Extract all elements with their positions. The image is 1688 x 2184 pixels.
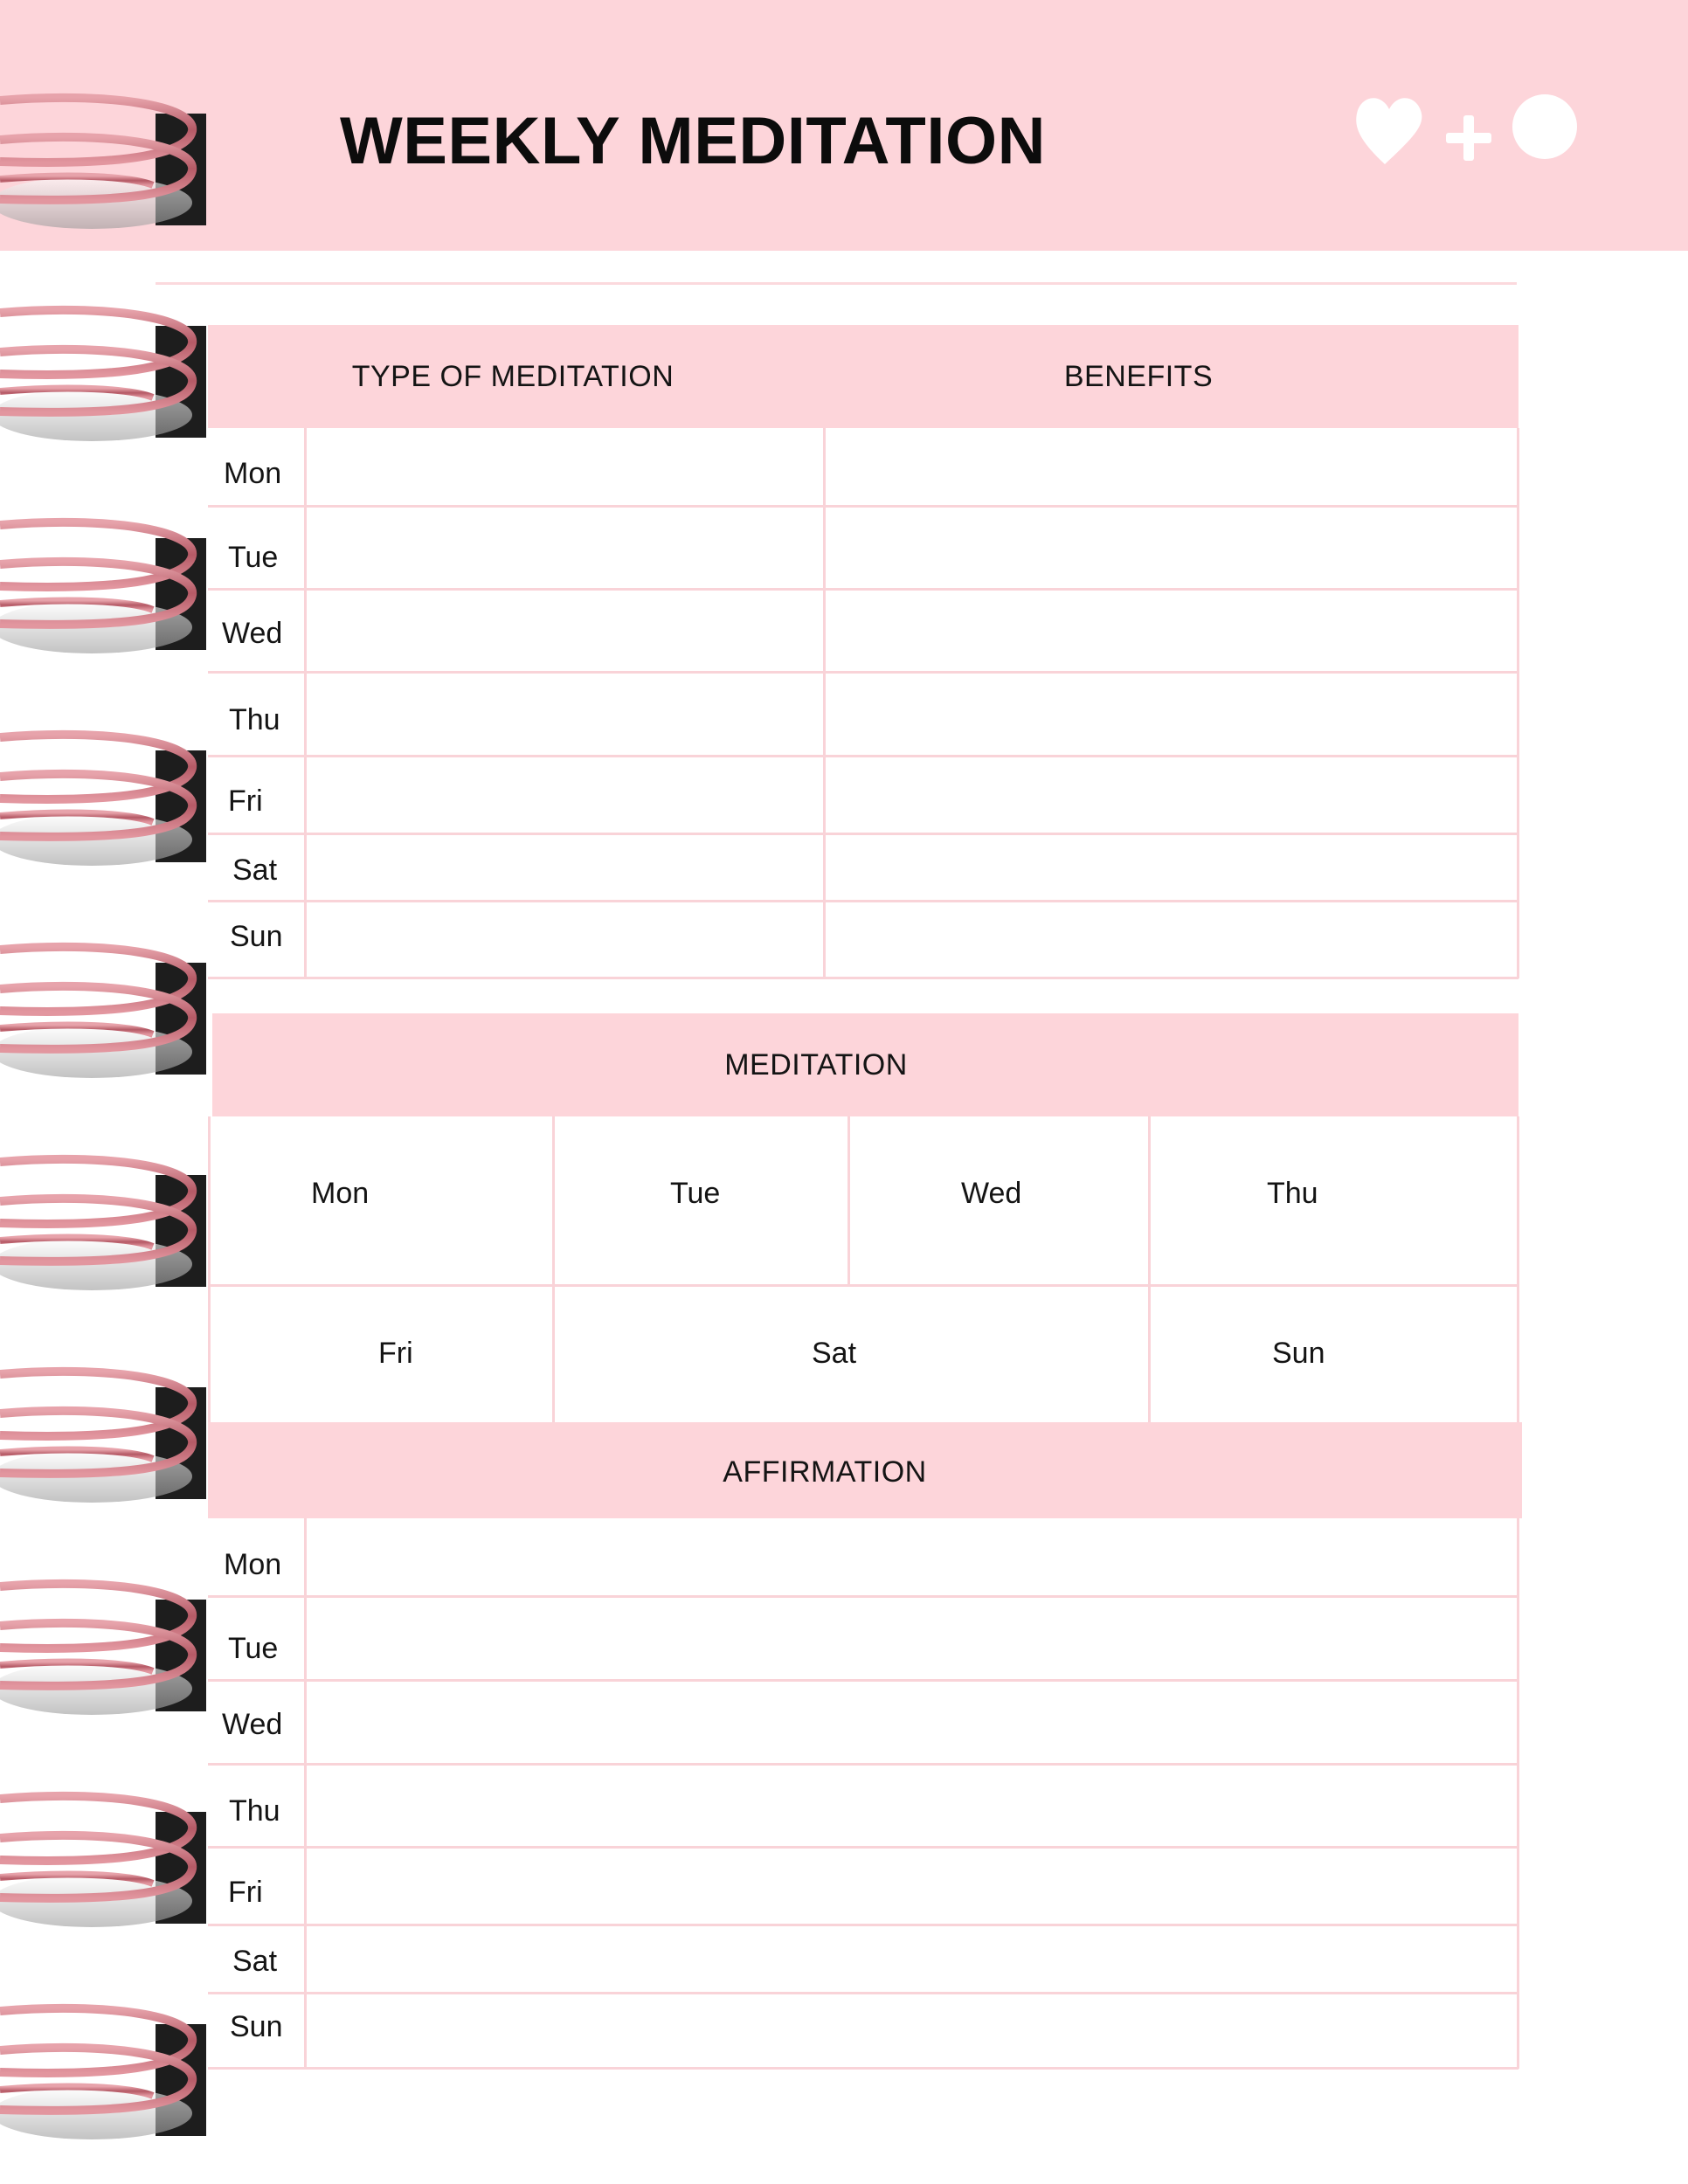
- top-day-mon: Mon: [224, 457, 282, 490]
- benefits-cell-mon[interactable]: [826, 428, 1517, 505]
- benefits-cell-tue[interactable]: [826, 508, 1517, 588]
- benefits-cell-fri[interactable]: [826, 757, 1517, 833]
- meditation-day-mon: Mon: [311, 1177, 370, 1210]
- affirmation-day-sun: Sun: [230, 2010, 283, 2043]
- meditation-day-tue: Tue: [670, 1177, 721, 1210]
- binding-ring: [0, 310, 206, 441]
- binding-ring: [0, 98, 206, 229]
- type-cell-fri[interactable]: [307, 757, 823, 833]
- meditation-day-sat: Sat: [812, 1337, 857, 1370]
- top-day-thu: Thu: [229, 703, 280, 736]
- benefits-cell-sat[interactable]: [826, 835, 1517, 900]
- affirmation-cell-tue[interactable]: [307, 1598, 1517, 1679]
- affirmation-heading: AFFIRMATION: [723, 1455, 927, 1489]
- binding-ring: [0, 947, 206, 1078]
- type-cell-sun[interactable]: [307, 902, 823, 977]
- binding-ring: [0, 1584, 206, 1715]
- meditation-cell-mon[interactable]: [211, 1116, 552, 1284]
- meditation-day-fri: Fri: [378, 1337, 413, 1370]
- affirmation-cell-fri[interactable]: [307, 1849, 1517, 1924]
- binding-ring: [0, 1796, 206, 1927]
- top-day-sun: Sun: [230, 920, 283, 953]
- meditation-day-sun: Sun: [1272, 1337, 1325, 1370]
- affirmation-day-sat: Sat: [232, 1945, 278, 1978]
- top-day-fri: Fri: [228, 784, 263, 818]
- binding-ring: [0, 1372, 206, 1503]
- affirmation-cell-sat[interactable]: [307, 1926, 1517, 1992]
- affirmation-day-mon: Mon: [224, 1548, 282, 1581]
- top-day-sat: Sat: [232, 854, 278, 887]
- top-day-tue: Tue: [228, 541, 279, 574]
- meditation-cell-thu[interactable]: [1151, 1116, 1517, 1284]
- plus-icon: [1446, 115, 1491, 161]
- binding-ring: [0, 735, 206, 866]
- affirmation-day-fri: Fri: [228, 1876, 263, 1909]
- affirmation-cell-wed[interactable]: [307, 1682, 1517, 1763]
- type-cell-sat[interactable]: [307, 835, 823, 900]
- page-title: WEEKLY MEDITATION: [340, 104, 1046, 178]
- affirmation-cell-thu[interactable]: [307, 1766, 1517, 1846]
- benefits-cell-sun[interactable]: [826, 902, 1517, 977]
- circle-icon: [1512, 94, 1577, 159]
- meditation-cell-sun[interactable]: [1151, 1287, 1517, 1422]
- top-day-wed: Wed: [222, 617, 283, 650]
- type-cell-mon[interactable]: [307, 428, 823, 505]
- benefits-heading: BENEFITS: [1063, 360, 1214, 393]
- binding-ring: [0, 522, 206, 653]
- benefits-cell-thu[interactable]: [826, 674, 1517, 755]
- meditation-heading: MEDITATION: [724, 1048, 908, 1082]
- meditation-day-wed: Wed: [961, 1177, 1022, 1210]
- meditation-day-thu: Thu: [1267, 1177, 1318, 1210]
- affirmation-cell-mon[interactable]: [307, 1518, 1517, 1595]
- heart-plus-circle-logo: [1350, 87, 1581, 175]
- binding-ring: [0, 2008, 206, 2139]
- binding-ring: [0, 1159, 206, 1290]
- type-cell-tue[interactable]: [307, 508, 823, 588]
- type-cell-wed[interactable]: [307, 591, 823, 671]
- benefits-cell-wed[interactable]: [826, 591, 1517, 671]
- header-divider: [156, 282, 1517, 285]
- affirmation-day-thu: Thu: [229, 1794, 280, 1828]
- affirmation-cell-sun[interactable]: [307, 1994, 1517, 2067]
- type-of-meditation-heading: TYPE OF MEDITATION: [351, 360, 675, 393]
- affirmation-day-tue: Tue: [228, 1632, 279, 1665]
- heart-icon: [1356, 98, 1422, 164]
- spiral-binding: [0, 0, 210, 2184]
- type-cell-thu[interactable]: [307, 674, 823, 755]
- affirmation-day-wed: Wed: [222, 1708, 283, 1741]
